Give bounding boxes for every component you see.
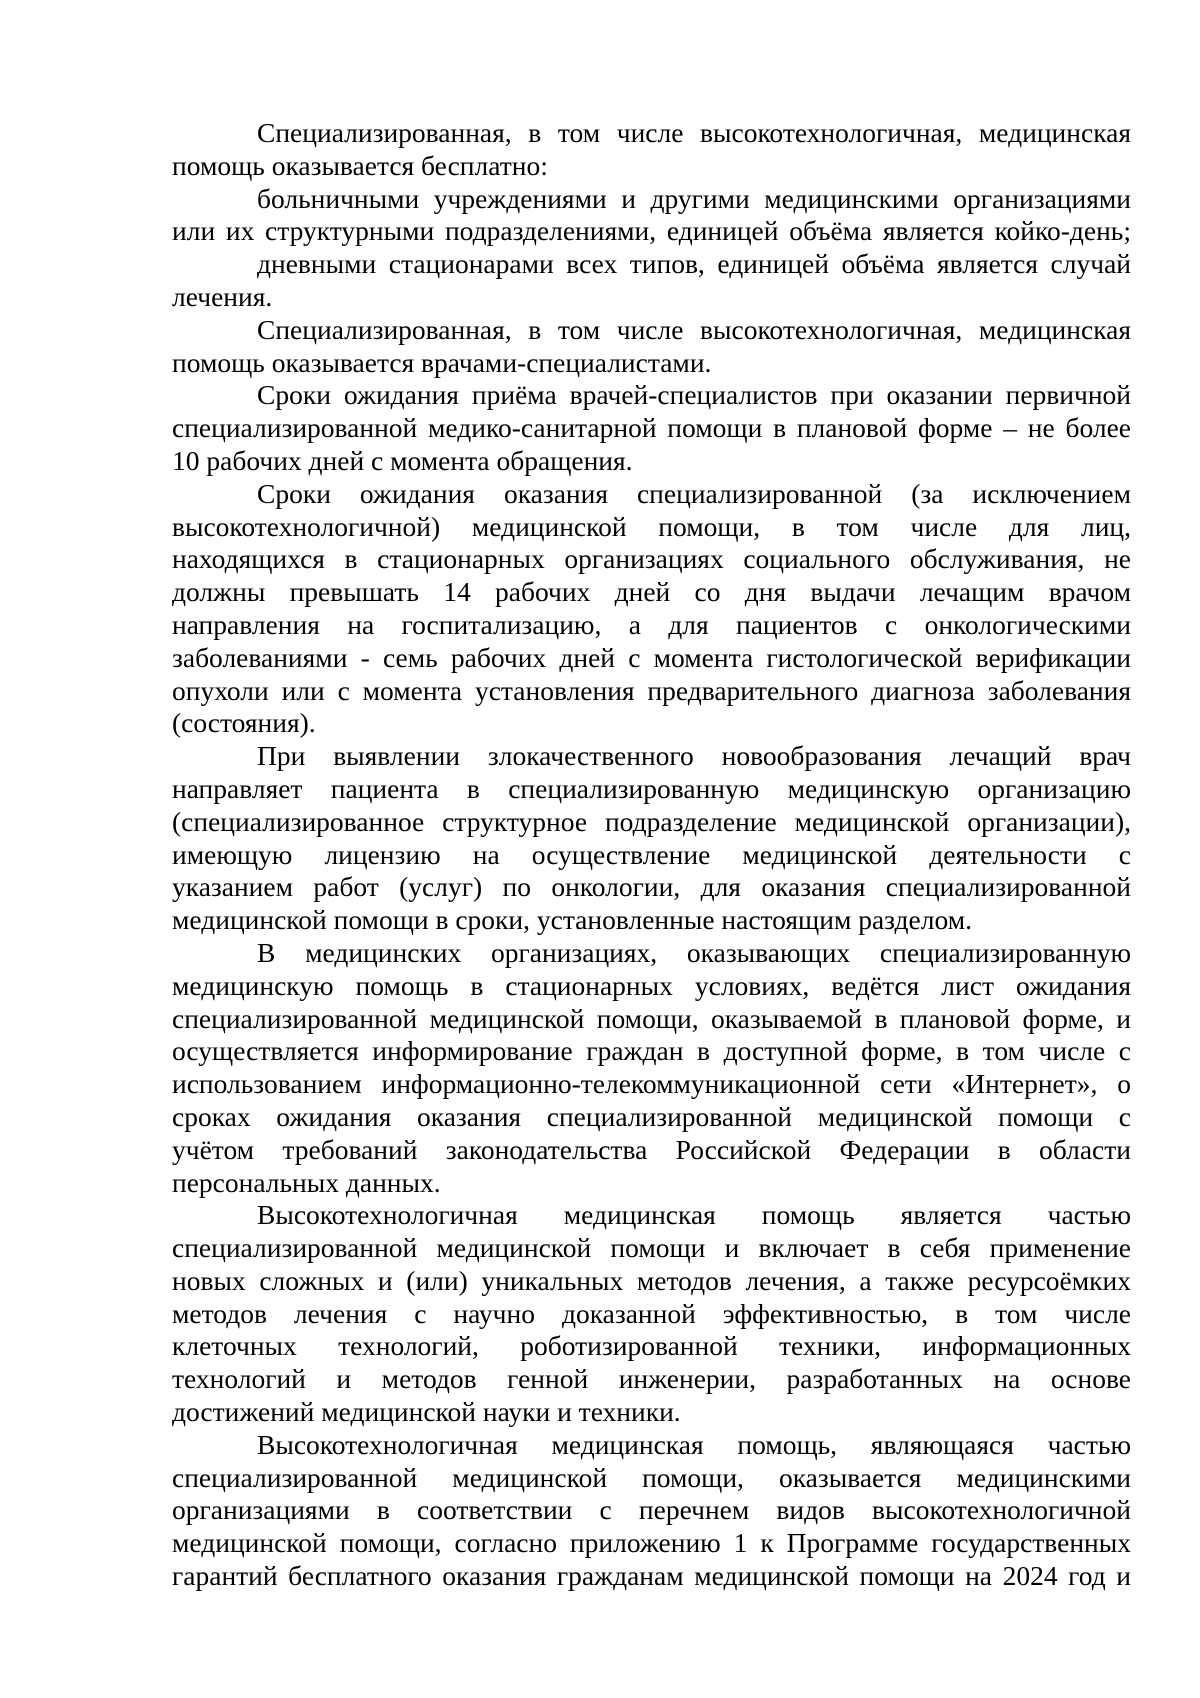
paragraph-line: высокотехнологичной) медицинской помощи, в том числе для лиц, <box>172 510 1131 542</box>
paragraph-line: достижений медицинской науки и техники. <box>172 1396 681 1428</box>
paragraph-first-line: Специализированная, в том числе высокотехнологичная, медицинская <box>257 313 1131 345</box>
paragraph-line: помощь оказывается бесплатно: <box>172 149 548 181</box>
paragraph-line: должны превышать 14 рабочих дней со дня выдачи лечащим врачом <box>172 576 1131 608</box>
paragraph-first-line: При выявлении злокачественного новообразования лечащий врач <box>257 740 1131 772</box>
paragraph-line: методов лечения с научно доказанной эффективностью, в том числе <box>172 1297 1131 1329</box>
paragraph-line: специализированной медико-санитарной помощи в плановой форме – не более <box>172 412 1131 444</box>
paragraph-line: специализированной медицинской помощи и включает в себя применение <box>172 1232 1131 1264</box>
paragraph-line: учётом требований законодательства Российской Федерации в области <box>172 1133 1131 1165</box>
paragraph <box>172 740 1131 937</box>
paragraph-line: клеточных технологий, роботизированной техники, информационных <box>172 1330 1131 1362</box>
paragraph-line: опухоли или с момента установления предварительного диагноза заболевания <box>172 674 1131 706</box>
paragraph-line: специализированной медицинской помощи, оказывается медицинскими <box>172 1461 1131 1493</box>
paragraph <box>172 314 1131 380</box>
paragraph-line: (специализированное структурное подразделение медицинской организации), <box>172 805 1131 837</box>
paragraph <box>172 478 1131 740</box>
paragraph-line: гарантий бесплатного оказания гражданам медицинской помощи на 2024 год и <box>172 1560 1131 1592</box>
paragraph-line: направления на госпитализацию, а для пациентов с онкологическими <box>172 608 1131 640</box>
paragraph <box>172 379 1131 477</box>
document-page <box>172 117 1131 1593</box>
paragraph-first-line: Сроки ожидания приёма врачей-специалистов при оказании первичной <box>257 379 1131 411</box>
paragraph-line: (состояния). <box>172 707 316 739</box>
paragraph-first-line: дневными стационарами всех типов, единицей объёма является случай <box>257 248 1131 280</box>
paragraph-line: медицинскую помощь в стационарных условиях, ведётся лист ожидания <box>172 969 1131 1001</box>
paragraph-line: новых сложных и (или) уникальных методов лечения, а также ресурсоёмких <box>172 1264 1131 1296</box>
paragraph-line: использованием информационно-телекоммуникационной сети «Интернет», о <box>172 1068 1131 1100</box>
paragraph-line: организациями в соответствии с перечнем видов высокотехнологичной <box>172 1494 1131 1526</box>
paragraph-line: направляет пациента в специализированную медицинскую организацию <box>172 772 1131 804</box>
paragraph <box>172 937 1131 1199</box>
paragraph-first-line: Высокотехнологичная медицинская помощь является частью <box>257 1199 1131 1231</box>
paragraph-line: сроках ожидания оказания специализированной медицинской помощи с <box>172 1100 1131 1132</box>
paragraph-first-line: Высокотехнологичная медицинская помощь, являющаяся частью <box>257 1428 1131 1460</box>
paragraph-line: лечения. <box>172 280 273 312</box>
paragraph-first-line: В медицинских организациях, оказывающих специализированную <box>257 936 1131 968</box>
paragraph-line: технологий и методов генной инженерии, разработанных на основе <box>172 1363 1131 1395</box>
paragraph <box>172 117 1131 183</box>
paragraph-line: помощь оказывается врачами-специалистами. <box>172 346 712 378</box>
paragraph-line: осуществляется информирование граждан в доступной форме, в том числе с <box>172 1035 1131 1067</box>
paragraph-line: имеющую лицензию на осуществление медицинской деятельности с <box>172 838 1131 870</box>
paragraph <box>172 183 1131 249</box>
paragraph <box>172 1429 1131 1593</box>
paragraph-line: заболеваниями - семь рабочих дней с момента гистологической верификации <box>172 641 1131 673</box>
paragraph-line: персональных данных. <box>172 1166 441 1198</box>
paragraph-first-line: Сроки ожидания оказания специализированной (за исключением <box>257 477 1131 509</box>
paragraph-line: медицинской помощи, согласно приложению 1 к Программе государственных <box>172 1527 1131 1559</box>
paragraph-first-line: больничными учреждениями и другими медицинскими организациями <box>257 182 1131 214</box>
paragraph-line: 10 рабочих дней с момента обращения. <box>172 444 633 476</box>
paragraph-first-line: Специализированная, в том числе высокотехнологичная, медицинская <box>257 117 1131 148</box>
paragraph-line: указанием работ (услуг) по онкологии, для оказания специализированной <box>172 871 1131 903</box>
paragraph-line: специализированной медицинской помощи, оказываемой в плановой форме, и <box>172 1002 1131 1034</box>
paragraph <box>172 248 1131 314</box>
paragraph-line: или их структурными подразделениями, единицей объёма является койко-день; <box>172 215 1131 247</box>
paragraph-line: медицинской помощи в сроки, установленные настоящим разделом. <box>172 904 972 936</box>
paragraph-line: находящихся в стационарных организациях социального обслуживания, не <box>172 543 1131 575</box>
paragraph <box>172 1199 1131 1429</box>
